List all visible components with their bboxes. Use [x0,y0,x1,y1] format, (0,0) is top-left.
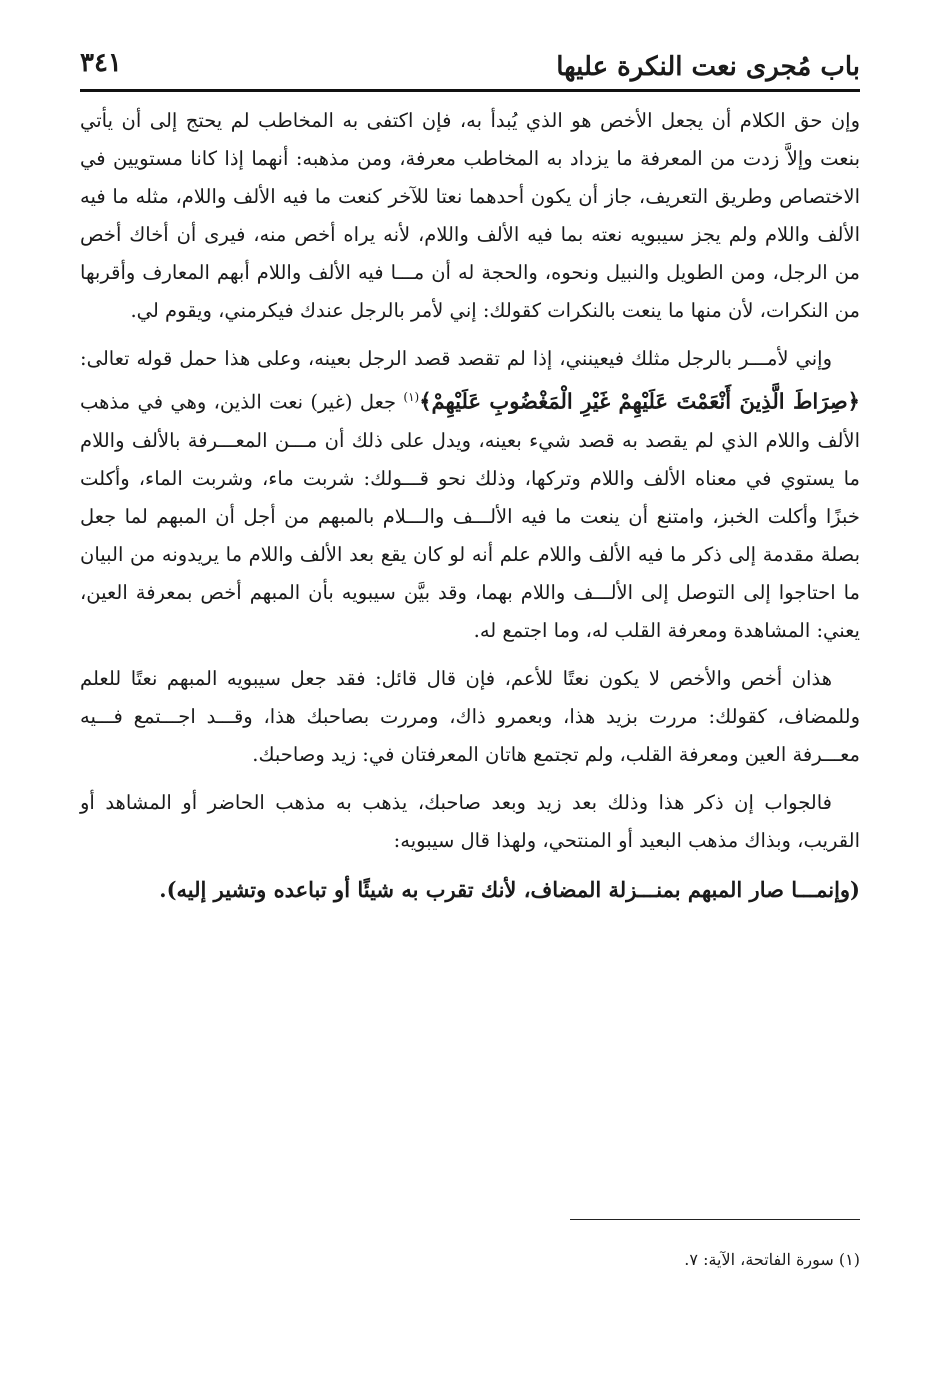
footnote: (١) سورة الفاتحة، الآية: ٧. [684,1250,860,1269]
sibawayh-quote: (وإنمـــا صار المبهم بمنـــزلة المضاف، لأنك تقرب به شيئًا أو تباعده وتشير إليه). [159,876,860,902]
paragraph-2-rest: جعل (غير) نعت الذين، وهي في مذهب الألف واللام الذي لم يقصد به قصد شيء بعينه، ويدل على ذلك أن مـــن المعـــرفة بالألف واللام ما يستوي في معناه الألف واللام وتركها، وذلك نحو قـــولك: شربت ماء، وشربت الماء، وأكلت خبزًا وأكلت الخبز، وامتنع أن ينعت ما فيه الألـــف والـــلام بالمبهم من أجل أن المبهم لما جعل بصلة مقدمة إلى ذكر ما فيه الألف واللام علم أنه لو كان يقع بعد الألف واللام ما يريدونه من البيان ما احتاجوا إلى التوصل إلى الألـــف واللام بهما، وقد بيَّن سيبويه بأن المبهم أخص بمعرفة العين، يعني: المشاهدة ومعرفة القلب له، وما اجتمع له. [80,390,860,642]
book-page [80,40,860,920]
page-number: ٣٤١ [80,48,122,78]
quran-verse: ﴿صِرَاطَ الَّذِينَ أَنْعَمْتَ عَلَيْهِمْ غَيْرِ الْمَغْضُوبِ عَلَيْهِمْ﴾ [419,388,860,414]
footnote-reference[interactable]: (١) [403,390,420,404]
paragraph-1: وإن حق الكلام أن يجعل الأخص هو الذي يُبدأ به، فإن اكتفى به المخاطب لم يحتج إلى أن يأتي بنعت وإلاَّ زدت من المعرفة ما يزداد به المخاطب معرفة، ومن مذهبه: أنهما إذا كانا مستويين في الاختصاص وطريق التعريف، جاز أن يكون أحدهما نعتا للآخر كنعت ما فيه الألف واللام، مثله ما فيه الألف واللام ولم يجز سيبويه نعته بما فيه الألف واللام، لأنه يراه أخص منه، فيرى أن أخاك أخص من الرجل، ومن الطويل والنبيل ونحوه، والحجة له أن مـــا فيه الألف واللام أبهم المعارف وأقربها من النكرات، لأن منها ما ينعت بالنكرات كقولك: إني لأمر بالرجل عندك فيكرمني، ويقوم لي. [80,109,860,322]
paragraph-2-lead: وإني لأمـــر بالرجل مثلك فيعينني، إذا لم تقصد قصد الرجل بعينه، وعلى هذا حمل قوله تعالى: [80,347,832,370]
header-divider [80,89,860,92]
page-header [80,40,860,88]
footnote-divider [570,1219,860,1220]
page-body [80,102,860,910]
paragraph-4: فالجواب إن ذكر هذا وذلك بعد زيد وبعد صاحبك، يذهب به مذهب الحاضر أو المشاهد أو القريب، وبذاك مذهب البعيد أو المنتحي، ولهذا قال سيبويه: [80,790,860,852]
paragraph-3: هذان أخص والأخص لا يكون نعتًا للأعم، فإن قال قائل: فقد جعل سيبويه المبهم نعتًا للعلم وللمضاف، كقولك: مررت بزيد هذا، وبعمرو ذاك، ومررت بصاحبك هذا، وقـــد اجـــتمع فـــيه معـــرفة العين ومعرفة القلب، ولم تجتمع هاتان المعرفتان في: زيد وصاحبك. [80,666,860,766]
paragraph-2 [80,340,860,650]
chapter-title: باب مُجرى نعت النكرة عليها [556,52,860,82]
